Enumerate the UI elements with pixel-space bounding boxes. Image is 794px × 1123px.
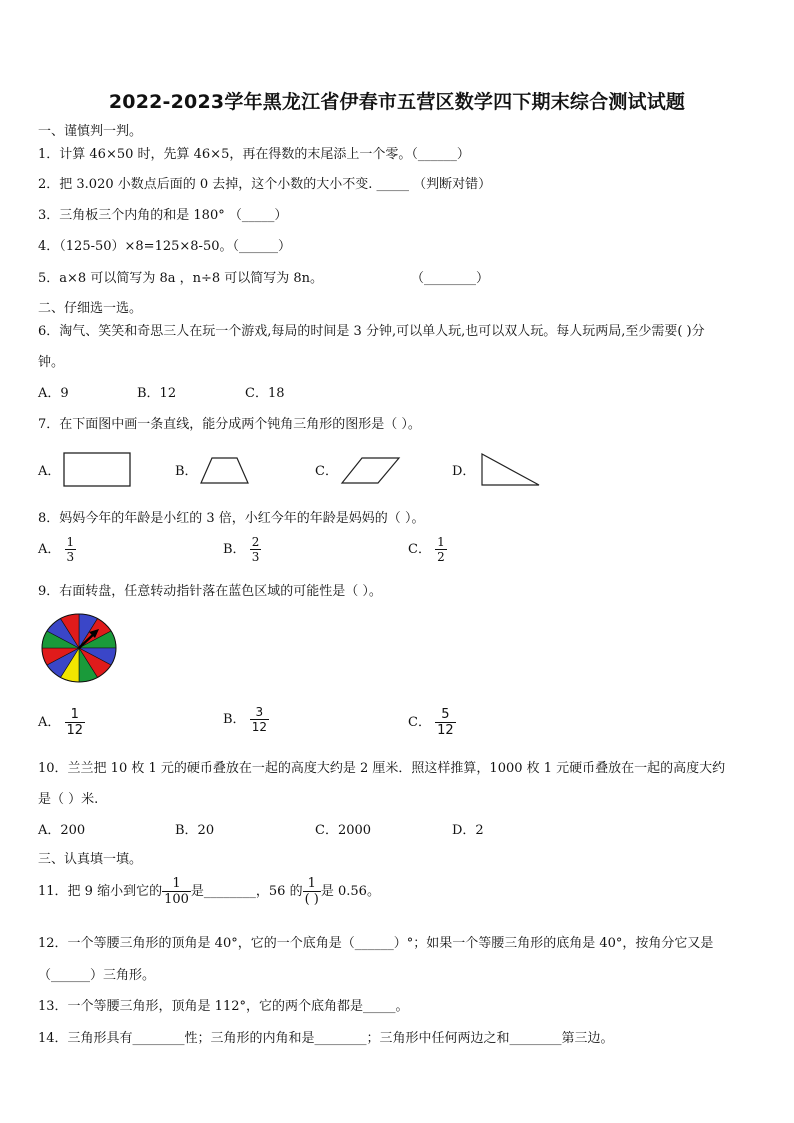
option-9a-label: A． <box>38 715 61 730</box>
option-10a: A．200 <box>38 823 86 838</box>
section-2-heading: 二、仔细选一选。 <box>38 301 143 316</box>
section-1-heading: 一、谨慎判一判。 <box>38 124 143 139</box>
option-8c-label: C． <box>408 542 431 557</box>
numerator: 2 <box>251 535 260 549</box>
option-8c <box>408 535 447 564</box>
question-10-line-1: 10．兰兰把 10 枚 1 元的硬币叠放在一起的高度大约是 2 厘米．照这样推算，1000 枚 1 元硬币叠放在一起的高度大约 <box>38 761 726 776</box>
question-5: 5．a×8 可以简写为 8a ，n÷8 可以简写为 8n。 <box>38 271 324 286</box>
parallelogram-shape <box>340 456 402 486</box>
option-9a <box>38 707 85 738</box>
question-1: 1．计算 46×50 时，先算 46×5，再在得数的末尾添上一个零。（______） <box>38 147 470 162</box>
option-8a <box>38 535 76 564</box>
question-6-line-1: 6．淘气、笑笑和奇思三人在玩一个游戏,每局的时间是 3 分钟,可以单人玩,也可以双人玩。每人玩两局,至少需要( )分 <box>38 324 705 339</box>
question-11-part-1: 11．把 9 缩小到它的 <box>38 884 163 899</box>
page-title: 2022-2023学年黑龙江省伊春市五营区数学四下期末综合测试试题 <box>108 91 686 113</box>
question-2: 2．把 3.020 小数点后面的 0 去掉，这个小数的大小不变. _____ （判断对错） <box>38 177 492 192</box>
fraction-1-3 <box>65 535 77 564</box>
question-4: 4．（125-50）×8=125×8-50。（______） <box>38 239 291 254</box>
option-10b: B．20 <box>175 823 215 838</box>
denominator: 2 <box>437 550 445 564</box>
numerator: 1 <box>307 876 316 891</box>
spinner-wheel <box>40 612 120 684</box>
trapezoid-shape <box>199 456 251 486</box>
option-6b: B．12 <box>137 386 177 401</box>
denominator: 12 <box>66 723 84 738</box>
option-9b <box>223 705 269 734</box>
question-8: 8．妈妈今年的年龄是小红的 3 倍，小红今年的年龄是妈妈的（ ）。 <box>38 511 425 526</box>
denominator: 3 <box>251 550 260 564</box>
numerator: 5 <box>441 707 450 722</box>
denominator: 12 <box>251 720 267 734</box>
fraction-5-12 <box>435 707 456 738</box>
question-6-line-2: 钟。 <box>38 355 65 370</box>
denominator: 3 <box>66 550 75 564</box>
question-11-part-2: 是________，56 的 <box>190 884 303 899</box>
numerator: 3 <box>255 705 264 719</box>
right-triangle-shape <box>480 452 542 488</box>
option-8a-label: A． <box>38 542 61 557</box>
option-9c <box>408 707 456 738</box>
option-8b <box>223 535 261 564</box>
option-6a: A．9 <box>38 386 69 401</box>
numerator: 1 <box>70 707 79 722</box>
question-12-line-2: （______）三角形。 <box>38 968 156 983</box>
question-12-line-1: 12．一个等腰三角形的顶角是 40°，它的一个底角是（______）°；如果一个等腰三角形的底角是 40°，按角分它又是 <box>38 936 714 951</box>
fraction-1-12 <box>65 707 86 738</box>
question-14: 14．三角形具有________性；三角形的内角和是________；三角形中任何两边之和________第三边。 <box>38 1031 614 1046</box>
option-10c: C．2000 <box>315 823 372 838</box>
question-11 <box>38 876 380 907</box>
numerator: 1 <box>172 876 181 891</box>
fraction-1-blank <box>303 876 321 907</box>
option-7a-label: A． <box>38 464 61 479</box>
question-7: 7．在下面图中画一条直线，能分成两个钝角三角形的图形是（ ）。 <box>38 417 421 432</box>
question-5-blank: （________） <box>411 271 490 286</box>
denominator: ( ) <box>304 892 319 907</box>
numerator: 1 <box>437 535 445 549</box>
question-13: 13．一个等腰三角形，顶角是 112°，它的两个底角都是_____。 <box>38 999 409 1014</box>
option-7c-label: C． <box>315 464 338 479</box>
numerator: 1 <box>66 535 75 549</box>
rectangle-shape <box>63 452 133 488</box>
fraction-1-2 <box>435 535 447 564</box>
fraction-1-100 <box>162 876 191 907</box>
option-8b-label: B． <box>223 542 246 557</box>
option-10d: D．2 <box>452 823 484 838</box>
option-6c: C．18 <box>245 386 285 401</box>
question-11-part-3: 是 0.56。 <box>320 884 380 899</box>
option-7d-label: D． <box>452 464 476 479</box>
option-9c-label: C． <box>408 715 431 730</box>
fraction-2-3 <box>250 535 262 564</box>
section-3-heading: 三、认真填一填。 <box>38 852 143 867</box>
question-9: 9．右面转盘，任意转动指针落在蓝色区域的可能性是（ ）。 <box>38 584 382 599</box>
denominator: 12 <box>437 723 454 738</box>
option-9b-label: B． <box>223 712 246 727</box>
option-7b-label: B． <box>175 464 198 479</box>
question-10-line-2: 是（ ）米. <box>38 792 99 807</box>
fraction-3-12 <box>250 705 269 734</box>
denominator: 100 <box>164 892 189 907</box>
question-3: 3．三角板三个内角的和是 180° （_____） <box>38 208 288 223</box>
